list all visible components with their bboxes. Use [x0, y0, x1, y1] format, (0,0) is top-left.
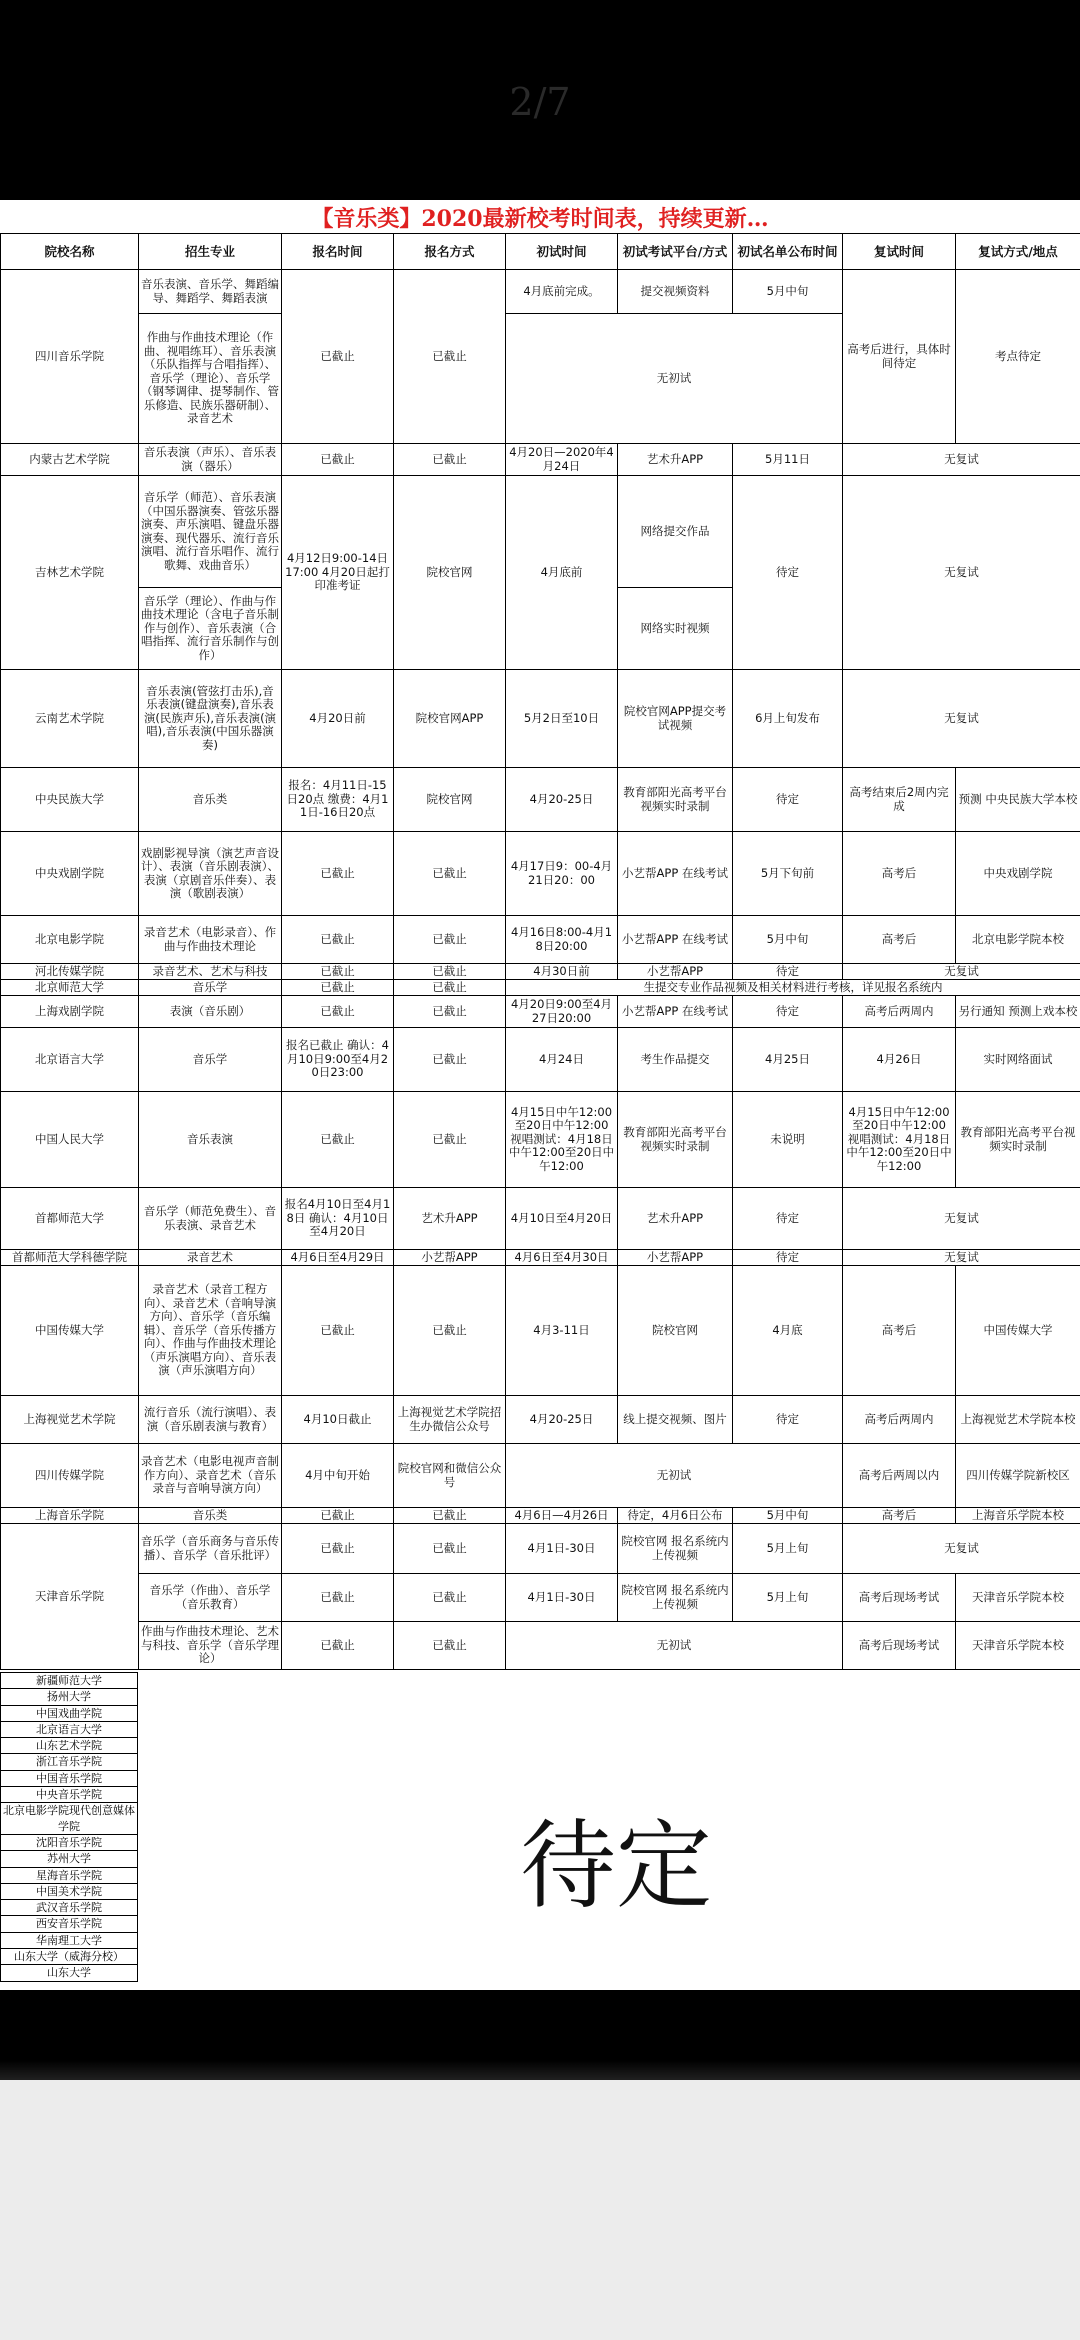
retest-place-cell: 中央戏剧学院 [956, 832, 1080, 916]
list-time-cell: 待定 [733, 1250, 843, 1266]
major-cell: 表演（音乐剧） [139, 996, 282, 1028]
retest-place-cell: 上海视觉艺术学院本校 [956, 1396, 1080, 1444]
reg-time-cell: 已截止 [282, 1574, 394, 1622]
major-cell: 戏剧影视导演（演艺声音设计）、表演（音乐剧表演）、表演（京剧音乐伴奏）、表演（歌剧表演） [139, 832, 282, 916]
reg-method-cell: 院校官网APP [394, 670, 506, 768]
list-time-cell: 待定 [733, 964, 843, 980]
first-time-cell: 4月15日中午12:00至20日中午12:00 视唱测试：4月18日中午12:00至20日中午12:00 [506, 1092, 618, 1188]
major-cell: 音乐表演(管弦打击乐),音乐表演(键盘演奏),音乐表演(民族声乐),音乐表演(演唱),音乐表演(中国乐器演奏) [139, 670, 282, 768]
no-first-cell: 无初试 [506, 314, 843, 444]
table-row [1, 476, 1080, 588]
major-cell: 音乐学 [139, 980, 282, 996]
retest-cell: 无复试 [843, 964, 1080, 980]
major-cell: 流行音乐（流行演唱）、表演（音乐剧表演与教育） [139, 1396, 282, 1444]
no-first-cell: 无初试 [506, 1622, 843, 1670]
list-time-cell: 5月上旬 [733, 1574, 843, 1622]
reg-time-cell: 4月中旬开始 [282, 1444, 394, 1508]
retest-place-cell: 天津音乐学院本校 [956, 1574, 1080, 1622]
list-item [1, 1867, 138, 1883]
reg-time-cell: 已截止 [282, 270, 394, 444]
reg-time-cell: 已截止 [282, 444, 394, 476]
major-cell: 录音艺术（录音工程方向）、录音艺术（音响导演方向）、音乐学（音乐编辑）、音乐学（音乐传播方向）、作曲与作曲技术理论（声乐演唱方向）、音乐表演（声乐演唱方向） [139, 1266, 282, 1396]
list-time-cell: 5月上旬 [733, 1524, 843, 1574]
table-row [1, 964, 1080, 980]
school-name: 上海戏剧学院 [1, 996, 139, 1028]
first-time-cell: 5月2日至10日 [506, 670, 618, 768]
major-cell: 音乐类 [139, 1508, 282, 1524]
table-row [1, 996, 1080, 1028]
pending-school-name: 中国戏曲学院 [1, 1705, 138, 1721]
reg-method-cell: 已截止 [394, 996, 506, 1028]
list-item [1, 1738, 138, 1754]
list-item [1, 1949, 138, 1965]
list-time-cell: 4月25日 [733, 1028, 843, 1092]
retest-cell: 无复试 [843, 444, 1080, 476]
platform-cell: 艺术升APP [618, 1188, 733, 1250]
reg-method-cell: 院校官网 [394, 768, 506, 832]
table-row [1, 670, 1080, 768]
retest-place-cell: 中国传媒大学 [956, 1266, 1080, 1396]
list-time-cell: 5月中旬 [733, 916, 843, 964]
reg-method-cell: 已截止 [394, 980, 506, 996]
pending-school-name: 北京电影学院现代创意媒体学院 [1, 1803, 138, 1835]
retest-time-cell: 4月26日 [843, 1028, 956, 1092]
reg-method-cell: 已截止 [394, 444, 506, 476]
no-first-cell: 无初试 [506, 1444, 843, 1508]
platform-cell: 小艺帮APP 在线考试 [618, 996, 733, 1028]
school-name: 天津音乐学院 [1, 1524, 139, 1670]
pending-school-name: 苏州大学 [1, 1851, 138, 1867]
header-major: 招生专业 [139, 234, 282, 270]
retest-place-cell: 上海音乐学院本校 [956, 1508, 1080, 1524]
reg-method-cell: 已截止 [394, 1092, 506, 1188]
table-row [1, 444, 1080, 476]
list-time-cell: 未说明 [733, 1092, 843, 1188]
table-title: 【音乐类】2020最新校考时间表，持续更新… [311, 206, 769, 232]
school-name: 中国人民大学 [1, 1092, 139, 1188]
list-time-cell: 待定 [733, 476, 843, 670]
first-time-cell: 4月30日前 [506, 964, 618, 980]
retest-cell: 无复试 [843, 1250, 1080, 1266]
platform-cell: 艺术升APP [618, 444, 733, 476]
reg-method-cell: 院校官网 [394, 476, 506, 670]
first-time-cell: 4月20日—2020年4月24日 [506, 444, 618, 476]
school-name: 河北传媒学院 [1, 964, 139, 980]
major-cell: 作曲与作曲技术理论、艺术与科技、音乐学（音乐学理论） [139, 1622, 282, 1670]
list-item [1, 1900, 138, 1916]
first-time-cell: 4月底前完成。 [506, 270, 618, 314]
table-row [1, 768, 1080, 832]
bottom-background [0, 2080, 1080, 2340]
retest-place-cell: 另行通知 预测上戏本校 [956, 996, 1080, 1028]
retest-place-cell: 北京电影学院本校 [956, 916, 1080, 964]
table-row [1, 1444, 1080, 1508]
reg-time-cell: 4月6日至4月29日 [282, 1250, 394, 1266]
retest-cell: 无复试 [843, 1188, 1080, 1250]
retest-place-cell: 教育部阳光高考平台视频实时录制 [956, 1092, 1080, 1188]
first-time-cell: 4月10日至4月20日 [506, 1188, 618, 1250]
list-item [1, 1965, 138, 1981]
table-row [1, 1250, 1080, 1266]
school-name: 北京师范大学 [1, 980, 139, 996]
pending-school-name: 山东大学（威海分校） [1, 1949, 138, 1965]
list-time-cell: 5月下旬前 [733, 832, 843, 916]
major-cell: 音乐学（音乐商务与音乐传播）、音乐学（音乐批评） [139, 1524, 282, 1574]
school-name: 四川音乐学院 [1, 270, 139, 444]
retest-time-cell: 高考后 [843, 1266, 956, 1396]
pending-school-name: 北京语言大学 [1, 1721, 138, 1737]
major-cell: 录音艺术、艺术与科技 [139, 964, 282, 980]
list-time-cell: 待定 [733, 1396, 843, 1444]
retest-place-cell: 四川传媒学院新校区 [956, 1444, 1080, 1508]
list-item [1, 1932, 138, 1948]
pending-school-name: 中国音乐学院 [1, 1770, 138, 1786]
school-name: 中央民族大学 [1, 768, 139, 832]
reg-method-cell: 已截止 [394, 1028, 506, 1092]
platform-cell: 考生作品提交 [618, 1028, 733, 1092]
reg-method-cell: 已截止 [394, 1508, 506, 1524]
retest-time-cell: 高考后两周以内 [843, 1444, 956, 1508]
list-time-cell: 5月11日 [733, 444, 843, 476]
reg-method-cell: 已截止 [394, 270, 506, 444]
table-row [1, 1508, 1080, 1524]
retest-time-cell: 高考结束后2周内完成 [843, 768, 956, 832]
header-retest-time: 复试时间 [843, 234, 956, 270]
reg-time-cell: 报名：4月11日-15日20点 缴费：4月11日-16日20点 [282, 768, 394, 832]
major-cell: 音乐学（作曲）、音乐学（音乐教育） [139, 1574, 282, 1622]
list-item [1, 1787, 138, 1803]
header-retest-place: 复试方式/地点 [956, 234, 1080, 270]
school-name: 上海视觉艺术学院 [1, 1396, 139, 1444]
first-time-cell: 4月17日9：00-4月21日20：00 [506, 832, 618, 916]
platform-cell: 提交视频资料 [618, 270, 733, 314]
pending-school-name: 扬州大学 [1, 1689, 138, 1705]
pending-label: 待定 [520, 1810, 712, 1922]
reg-time-cell: 4月20日前 [282, 670, 394, 768]
pending-school-list [0, 1672, 138, 1982]
reg-method-cell: 已截止 [394, 1524, 506, 1574]
list-item [1, 1803, 138, 1835]
table-row [1, 1396, 1080, 1444]
first-time-cell: 4月3-11日 [506, 1266, 618, 1396]
list-item [1, 1883, 138, 1899]
list-item [1, 1834, 138, 1850]
school-name: 北京电影学院 [1, 916, 139, 964]
platform-cell: 小艺帮APP [618, 1250, 733, 1266]
table-row [1, 832, 1080, 916]
list-time-cell: 4月底 [733, 1266, 843, 1396]
reg-time-cell: 已截止 [282, 832, 394, 916]
header-first-time: 初试时间 [506, 234, 618, 270]
list-time-cell: 待定 [733, 996, 843, 1028]
reg-time-cell: 已截止 [282, 1622, 394, 1670]
first-time-cell: 4月6日至4月30日 [506, 1250, 618, 1266]
school-name: 中央戏剧学院 [1, 832, 139, 916]
retest-place-cell: 实时网络面试 [956, 1028, 1080, 1092]
major-cell: 音乐类 [139, 768, 282, 832]
header-school: 院校名称 [1, 234, 139, 270]
major-cell: 作曲与作曲技术理论（作曲、视唱练耳）、音乐表演（乐队指挥与合唱指挥）、音乐学（理论）、音乐学（钢琴调律、提琴制作、管乐修造、民族乐器研制）、录音艺术 [139, 314, 282, 444]
retest-place-cell: 天津音乐学院本校 [956, 1622, 1080, 1670]
school-name: 内蒙古艺术学院 [1, 444, 139, 476]
pending-school-name: 西安音乐学院 [1, 1916, 138, 1932]
major-cell: 音乐学（师范）、音乐表演（中国乐器演奏、管弦乐器演奏、声乐演唱、键盘乐器演奏、现代器乐、流行音乐演唱、流行音乐唱作、流行歌舞、戏曲音乐） [139, 476, 282, 588]
list-item [1, 1689, 138, 1705]
table-row [1, 1622, 1080, 1670]
table-row [1, 1266, 1080, 1396]
reg-method-cell: 已截止 [394, 832, 506, 916]
retest-cell: 无复试 [843, 1524, 1080, 1574]
retest-time-cell: 高考后 [843, 1508, 956, 1524]
list-time-cell: 5月中旬 [733, 270, 843, 314]
note-cell: 生提交专业作品视频及相关材料进行考核，详见报名系统内 [506, 980, 1080, 996]
pending-school-name: 山东艺术学院 [1, 1738, 138, 1754]
school-name: 中国传媒大学 [1, 1266, 139, 1396]
page-counter: 2/7 [509, 80, 571, 124]
list-item [1, 1916, 138, 1932]
reg-method-cell: 已截止 [394, 1622, 506, 1670]
reg-method-cell: 已截止 [394, 964, 506, 980]
platform-cell: 院校官网 报名系统内上传视频 [618, 1524, 733, 1574]
reg-method-cell: 小艺帮APP [394, 1250, 506, 1266]
retest-cell: 无复试 [843, 476, 1080, 670]
retest-time-cell: 高考后 [843, 916, 956, 964]
retest-time-cell: 高考后进行，具体时间待定 [843, 270, 956, 444]
school-name: 上海音乐学院 [1, 1508, 139, 1524]
platform-cell: 小艺帮APP 在线考试 [618, 832, 733, 916]
retest-time-cell: 4月15日中午12:00至20日中午12:00 视唱测试：4月18日中午12:00至20日中午12:00 [843, 1092, 956, 1188]
major-cell: 音乐学（师范免费生）、音乐表演、录音艺术 [139, 1188, 282, 1250]
list-item [1, 1754, 138, 1770]
first-time-cell: 4月1日-30日 [506, 1524, 618, 1574]
reg-method-cell: 院校官网和微信公众号 [394, 1444, 506, 1508]
major-cell: 音乐表演（声乐）、音乐表演（器乐） [139, 444, 282, 476]
reg-method-cell: 上海视觉艺术学院招生办微信公众号 [394, 1396, 506, 1444]
reg-method-cell: 已截止 [394, 1574, 506, 1622]
first-time-cell: 4月20-25日 [506, 768, 618, 832]
reg-time-cell: 已截止 [282, 996, 394, 1028]
platform-cell: 教育部阳光高考平台视频实时录制 [618, 768, 733, 832]
table-row [1, 1524, 1080, 1574]
list-item [1, 1770, 138, 1786]
pending-school-name: 中央音乐学院 [1, 1787, 138, 1803]
table-row [1, 1188, 1080, 1250]
table-row [1, 916, 1080, 964]
reg-time-cell: 已截止 [282, 916, 394, 964]
major-cell: 音乐表演 [139, 1092, 282, 1188]
first-time-cell: 4月16日8:00-4月18日20:00 [506, 916, 618, 964]
platform-cell: 网络实时视频 [618, 588, 733, 670]
list-item [1, 1673, 138, 1689]
retest-place-cell: 考点待定 [956, 270, 1080, 444]
pending-school-name: 华南理工大学 [1, 1932, 138, 1948]
school-name: 首都师范大学科德学院 [1, 1250, 139, 1266]
list-item [1, 1721, 138, 1737]
pending-school-name: 浙江音乐学院 [1, 1754, 138, 1770]
school-name: 四川传媒学院 [1, 1444, 139, 1508]
first-time-cell: 4月6日—4月26日 [506, 1508, 618, 1524]
table-row [1, 980, 1080, 996]
reg-method-cell: 已截止 [394, 916, 506, 964]
retest-time-cell: 高考后现场考试 [843, 1622, 956, 1670]
reg-time-cell: 4月10日截止 [282, 1396, 394, 1444]
first-time-cell: 4月20日9:00至4月27日20:00 [506, 996, 618, 1028]
reg-method-cell: 已截止 [394, 1266, 506, 1396]
platform-cell: 小艺帮APP 在线考试 [618, 916, 733, 964]
first-time-cell: 4月底前 [506, 476, 618, 670]
header-row [1, 234, 1080, 270]
major-cell: 音乐学 [139, 1028, 282, 1092]
reg-time-cell: 4月12日9:00-14日17:00 4月20日起打印准考证 [282, 476, 394, 670]
list-time-cell: 6月上旬发布 [733, 670, 843, 768]
pending-school-name: 武汉音乐学院 [1, 1900, 138, 1916]
table-row [1, 1574, 1080, 1622]
school-name: 北京语言大学 [1, 1028, 139, 1092]
reg-time-cell: 已截止 [282, 980, 394, 996]
platform-cell: 待定，4月6日公布 [618, 1508, 733, 1524]
retest-time-cell: 高考后两周内 [843, 1396, 956, 1444]
retest-place-cell: 预测 中央民族大学本校 [956, 768, 1080, 832]
platform-cell: 院校官网 报名系统内上传视频 [618, 1574, 733, 1622]
platform-cell: 网络提交作品 [618, 476, 733, 588]
table-row [1, 1092, 1080, 1188]
retest-cell: 无复试 [843, 670, 1080, 768]
list-time-cell: 5月中旬 [733, 1508, 843, 1524]
list-item [1, 1851, 138, 1867]
reg-time-cell: 已截止 [282, 1524, 394, 1574]
platform-cell: 院校官网APP提交考试视频 [618, 670, 733, 768]
major-cell: 录音艺术 [139, 1250, 282, 1266]
schedule-table [0, 233, 1080, 1670]
school-name: 云南艺术学院 [1, 670, 139, 768]
retest-time-cell: 高考后两周内 [843, 996, 956, 1028]
header-reg-method: 报名方式 [394, 234, 506, 270]
reg-time-cell: 已截止 [282, 1508, 394, 1524]
first-time-cell: 4月24日 [506, 1028, 618, 1092]
major-cell: 录音艺术（电影录音）、作曲与作曲技术理论 [139, 916, 282, 964]
pending-school-name: 山东大学 [1, 1965, 138, 1981]
reg-time-cell: 已截止 [282, 964, 394, 980]
list-item [1, 1705, 138, 1721]
platform-cell: 教育部阳光高考平台视频实时录制 [618, 1092, 733, 1188]
table-row [1, 270, 1080, 314]
retest-time-cell: 高考后现场考试 [843, 1574, 956, 1622]
pending-school-name: 沈阳音乐学院 [1, 1834, 138, 1850]
reg-time-cell: 报名4月10日至4月18日 确认：4月10日至4月20日 [282, 1188, 394, 1250]
platform-cell: 院校官网 [618, 1266, 733, 1396]
list-time-cell: 待定 [733, 1188, 843, 1250]
table-row [1, 1028, 1080, 1092]
platform-cell: 小艺帮APP [618, 964, 733, 980]
header-list-time: 初试名单公布时间 [733, 234, 843, 270]
platform-cell: 线上提交视频、图片 [618, 1396, 733, 1444]
first-time-cell: 4月1日-30日 [506, 1574, 618, 1622]
reg-method-cell: 艺术升APP [394, 1188, 506, 1250]
header-reg-time: 报名时间 [282, 234, 394, 270]
pending-school-name: 新疆师范大学 [1, 1673, 138, 1689]
pending-school-name: 星海音乐学院 [1, 1867, 138, 1883]
school-name: 首都师范大学 [1, 1188, 139, 1250]
list-time-cell: 待定 [733, 768, 843, 832]
first-time-cell: 4月20-25日 [506, 1396, 618, 1444]
school-name: 吉林艺术学院 [1, 476, 139, 670]
reg-time-cell: 报名已截止 确认：4月10日9:00至4月20日23:00 [282, 1028, 394, 1092]
retest-time-cell: 高考后 [843, 832, 956, 916]
major-cell: 音乐表演、音乐学、舞蹈编导、舞蹈学、舞蹈表演 [139, 270, 282, 314]
major-cell: 音乐学（理论）、作曲与作曲技术理论（含电子音乐制作与创作）、音乐表演（合唱指挥、流行音乐制作与创作） [139, 588, 282, 670]
pending-school-name: 中国美术学院 [1, 1883, 138, 1899]
header-platform: 初试考试平台/方式 [618, 234, 733, 270]
major-cell: 录音艺术（电影电视声音制作方向）、录音艺术（音乐录音与音响导演方向） [139, 1444, 282, 1508]
reg-time-cell: 已截止 [282, 1266, 394, 1396]
reg-time-cell: 已截止 [282, 1092, 394, 1188]
